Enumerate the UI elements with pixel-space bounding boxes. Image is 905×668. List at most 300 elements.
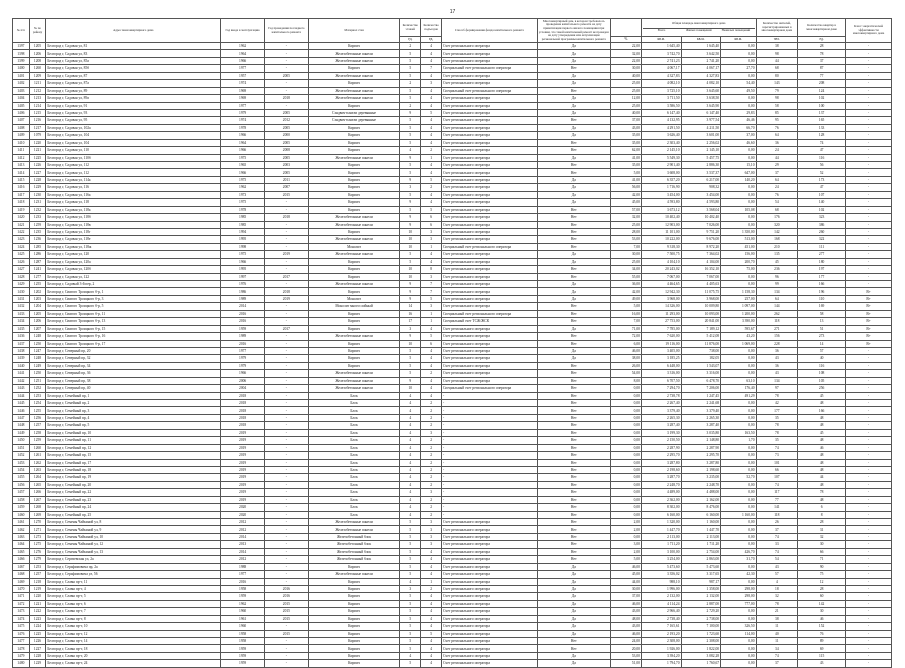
table-row xyxy=(13,318,892,325)
cell-floors: 5 xyxy=(400,548,421,555)
cell-floors: 4 xyxy=(400,392,421,399)
cell-house-no: 1259 xyxy=(29,221,46,228)
cell-fund-method: Счет регионального оператора xyxy=(442,147,538,154)
cell-entrances: 1 xyxy=(421,243,442,250)
cell-repair-need: Да xyxy=(537,600,610,607)
page-number: 17 xyxy=(449,9,456,15)
cell-fund-method: Счет регионального оператора xyxy=(442,109,538,116)
cell-area-nonliving: 0,00 xyxy=(721,481,756,488)
cell-area-living: 11 876,00 xyxy=(681,340,721,347)
col-no: № п/п xyxy=(13,19,30,43)
cell-year-built: 2020 xyxy=(221,504,265,511)
cell-no: 1464 xyxy=(13,541,30,548)
cell-year-built: 2019 xyxy=(221,466,265,473)
cell-address: Белгород г, Семены Чайкиной ул, 13 xyxy=(46,548,221,555)
cell-area-total: 1 711,20 xyxy=(641,541,681,548)
table-row xyxy=(13,139,892,146)
cell-repair-need: Нет xyxy=(537,481,610,488)
cell-area-total: 3 254,00 xyxy=(641,556,681,563)
cell-floors: 5 xyxy=(400,638,421,645)
cell-floors: 4 xyxy=(400,496,421,503)
cell-flats: 77 xyxy=(798,72,846,79)
cell-repair-need: Нет xyxy=(537,362,610,369)
cell-area-total: 2 738,40 xyxy=(641,615,681,622)
cell-flats: 196 xyxy=(798,288,846,295)
cell-wall-material: Блок xyxy=(308,400,400,407)
cell-address: Белгород г, Садовая ул, 118б xyxy=(46,214,221,221)
cell-no: 1403 xyxy=(13,87,30,94)
cell-area-total: 988,10 xyxy=(641,578,681,585)
cell-floors: 5 xyxy=(400,526,421,533)
cell-entrances: 2 xyxy=(421,370,442,377)
table-row xyxy=(13,578,892,585)
cell-year-built: 1966 xyxy=(221,132,265,139)
cell-address: Белгород г, Северный пр, 38 xyxy=(46,377,221,384)
cell-wear: 5,00 xyxy=(610,556,641,563)
cell-energy-class: - xyxy=(846,251,892,258)
cell-year-repair: 2018 xyxy=(265,288,309,295)
cell-year-built: 2016 xyxy=(221,310,265,317)
cell-no: 1480 xyxy=(13,660,30,667)
cell-repair-need: Нет xyxy=(537,526,610,533)
cell-house-no: 1206 xyxy=(29,318,46,325)
cell-repair-need: Нет xyxy=(537,214,610,221)
cell-no: 1449 xyxy=(13,429,30,436)
cell-entrances: 4 xyxy=(421,355,442,362)
cell-address: Белгород г, Садовая ул, 89 xyxy=(46,87,221,94)
cell-fund-method: - xyxy=(442,414,538,421)
cell-area-total: 10 402,40 xyxy=(641,214,681,221)
cell-no: 1474 xyxy=(13,615,30,622)
table-row xyxy=(13,496,892,503)
cell-no: 1456 xyxy=(13,481,30,488)
cell-area-total: 4 489,00 xyxy=(641,489,681,496)
cell-entrances: 2 xyxy=(421,422,442,429)
cell-repair-need: Да xyxy=(537,615,610,622)
cell-energy-class: - xyxy=(846,57,892,64)
cell-area-living: 3 601,00 xyxy=(681,132,721,139)
cell-wall-material: Кирпич xyxy=(308,206,400,213)
cell-repair-need: Нет xyxy=(537,310,610,317)
cell-address: Белгород г, Северный пр, 36 xyxy=(46,370,221,377)
cell-address: Белгород г, Святого Троицкого б-р, 3 xyxy=(46,295,221,302)
cell-fund-method: - xyxy=(442,407,538,414)
cell-entrances: 4 xyxy=(421,251,442,258)
cell-no: 1453 xyxy=(13,459,30,466)
cell-area-living: 3 035,80 xyxy=(681,429,721,436)
cell-flats: 52 xyxy=(798,169,846,176)
cell-year-built: 2013 xyxy=(221,541,265,548)
cell-year-built: 1964 xyxy=(221,50,265,57)
cell-wall-material: Кирпич xyxy=(308,608,400,615)
cell-house-no: 1225 xyxy=(29,630,46,637)
cell-repair-need: Нет xyxy=(537,638,610,645)
cell-wall-material: Железобетонные панели xyxy=(308,333,400,340)
cell-fund-method: Счет регионального оператора xyxy=(442,95,538,102)
cell-residents: 44 xyxy=(756,154,798,161)
cell-energy-class: - xyxy=(846,199,892,206)
cell-repair-need: Нет xyxy=(537,206,610,213)
cell-year-repair: 2007 xyxy=(265,184,309,191)
cell-year-built: 2012 xyxy=(221,556,265,563)
cell-address: Белгород г, Семены Чайкиной ул, 8 xyxy=(46,519,221,526)
unit-area-total: кв.м. xyxy=(641,37,681,43)
cell-area-total: 3 586,50 xyxy=(641,102,681,109)
table-row xyxy=(13,288,892,295)
cell-floors: 10 xyxy=(400,340,421,347)
cell-floors: 5 xyxy=(400,251,421,258)
cell-year-built: 1977 xyxy=(221,65,265,72)
cell-year-built: 2019 xyxy=(221,452,265,459)
cell-wall-material: Кирпич xyxy=(308,266,400,273)
cell-fund-method: Счет регионального оператора xyxy=(442,199,538,206)
cell-area-living: 4 405,63 xyxy=(681,281,721,288)
cell-wear: 24,00 xyxy=(610,638,641,645)
cell-energy-class: - xyxy=(846,459,892,466)
cell-area-nonliving: 0,00 xyxy=(721,444,756,451)
cell-energy-class: - xyxy=(846,429,892,436)
cell-house-no: 1227 xyxy=(29,169,46,176)
cell-residents: 74 xyxy=(756,533,798,540)
cell-house-no: 1215 xyxy=(29,109,46,116)
cell-energy-class: - xyxy=(846,370,892,377)
cell-address: Белгород г, Семейный пр, 1 xyxy=(46,392,221,399)
cell-area-nonliving: 29,83 xyxy=(721,109,756,116)
cell-repair-need: Да xyxy=(537,288,610,295)
cell-area-nonliving: 0,00 xyxy=(721,526,756,533)
cell-floors: 4 xyxy=(400,437,421,444)
table-row xyxy=(13,481,892,488)
cell-no: 1460 xyxy=(13,511,30,518)
cell-fund-method: Счет регионального оператора xyxy=(442,295,538,302)
cell-flats: 28 xyxy=(798,43,846,50)
cell-repair-need: Нет xyxy=(537,533,610,540)
cell-area-nonliving: 451,00 xyxy=(721,243,756,250)
cell-no: 1451 xyxy=(13,444,30,451)
cell-address: Белгород г, Садовая ул, 87а xyxy=(46,80,221,87)
table-row xyxy=(13,466,892,473)
cell-repair-need: Да xyxy=(537,660,610,667)
cell-residents: 58 xyxy=(756,102,798,109)
cell-repair-need: Нет xyxy=(537,236,610,243)
cell-wear: 40,00 xyxy=(610,109,641,116)
cell-area-living: 2 162,00 xyxy=(681,496,721,503)
cell-floors: 9 xyxy=(400,333,421,340)
cell-entrances: 5 xyxy=(421,630,442,637)
cell-flats: 89 xyxy=(798,638,846,645)
cell-fund-method: Счет регионального оператора xyxy=(442,228,538,235)
cell-residents: 80 xyxy=(756,72,798,79)
cell-year-built: 1995 xyxy=(221,266,265,273)
cell-no: 1425 xyxy=(13,251,30,258)
cell-area-total: 3 185,25 xyxy=(641,355,681,362)
cell-year-built: 2014 xyxy=(221,548,265,555)
cell-flats: 74 xyxy=(798,139,846,146)
cell-energy-class: В+ xyxy=(846,333,892,340)
cell-fund-method: Счет регионального оператора xyxy=(442,563,538,570)
cell-address: Белгород г, Садовая ул, 120а xyxy=(46,258,221,265)
cell-address: Белгород г, Садовая ул, 85а xyxy=(46,57,221,64)
cell-repair-need: Нет xyxy=(537,303,610,310)
cell-residents: 34 xyxy=(756,645,798,652)
cell-entrances: 2 xyxy=(421,400,442,407)
table-row xyxy=(13,191,892,198)
cell-fund-method: Счет регионального оператора xyxy=(442,585,538,592)
table-row xyxy=(13,444,892,451)
cell-wear: 20,00 xyxy=(610,645,641,652)
cell-year-repair: - xyxy=(265,303,309,310)
cell-year-built: 1975 xyxy=(221,154,265,161)
cell-flats: 90 xyxy=(798,563,846,570)
cell-area-living: 1 160,00 xyxy=(681,519,721,526)
cell-fund-method: Счет регионального оператора xyxy=(442,519,538,526)
cell-wall-material: Блок xyxy=(308,496,400,503)
cell-entrances: 2 xyxy=(421,444,442,451)
cell-area-nonliving: 1 069,00 xyxy=(721,340,756,347)
cell-fund-method: - xyxy=(442,452,538,459)
cell-year-repair: - xyxy=(265,563,309,570)
cell-fund-method: Счет регионального оператора xyxy=(442,50,538,57)
cell-house-no: 1208 xyxy=(29,57,46,64)
cell-flats: 44 xyxy=(798,474,846,481)
cell-energy-class: - xyxy=(846,474,892,481)
cell-energy-class: - xyxy=(846,72,892,79)
cell-floors: 4 xyxy=(400,147,421,154)
cell-year-repair: 2015 xyxy=(265,630,309,637)
cell-year-built: 1997 xyxy=(221,273,265,280)
cell-wall-material: Кирпич xyxy=(308,340,400,347)
cell-area-living: 2 145,10 xyxy=(681,147,721,154)
cell-no: 1404 xyxy=(13,95,30,102)
cell-area-living: 16 352,10 xyxy=(681,266,721,273)
table-row xyxy=(13,43,892,50)
cell-wear: 35,00 xyxy=(610,132,641,139)
cell-floors: 5 xyxy=(400,370,421,377)
cell-year-built: 1977 xyxy=(221,347,265,354)
cell-area-total: 2 308,00 xyxy=(641,638,681,645)
cell-flats: 260 xyxy=(798,228,846,235)
cell-year-built: 1957 xyxy=(221,72,265,79)
cell-residents: 33 xyxy=(756,541,798,548)
cell-energy-class: - xyxy=(846,466,892,473)
cell-year-repair: - xyxy=(265,65,309,72)
cell-area-nonliving: 0,00 xyxy=(721,43,756,50)
cell-fund-method: Счет регионального оператора xyxy=(442,645,538,652)
table-row xyxy=(13,377,892,384)
cell-entrances: 4 xyxy=(421,57,442,64)
table-row xyxy=(13,147,892,154)
cell-energy-class: В+ xyxy=(846,288,892,295)
cell-wear: 40,00 xyxy=(610,72,641,79)
cell-flats: 116 xyxy=(798,362,846,369)
cell-no: 1409 xyxy=(13,132,30,139)
cell-floors: 4 xyxy=(400,452,421,459)
cell-area-nonliving: 0,00 xyxy=(721,50,756,57)
cell-flats: 47 xyxy=(798,147,846,154)
cell-entrances: 2 xyxy=(421,437,442,444)
table-row xyxy=(13,303,892,310)
cell-entrances: 4 xyxy=(421,593,442,600)
cell-year-built: 1985 xyxy=(221,214,265,221)
cell-area-total: 1 926,00 xyxy=(641,645,681,652)
cell-wear: 0,00 xyxy=(610,466,641,473)
cell-fund-method: Счет регионального оператора xyxy=(442,303,538,310)
cell-address: Белгород г, Семейный пр, 20 xyxy=(46,481,221,488)
cell-entrances: 4 xyxy=(421,95,442,102)
cell-energy-class: - xyxy=(846,87,892,94)
cell-residents: 37 xyxy=(756,526,798,533)
cell-residents: 37 xyxy=(756,660,798,667)
cell-address: Белгород г, Садовая ул, 81 xyxy=(46,43,221,50)
cell-area-nonliving: 0,00 xyxy=(721,400,756,407)
cell-wear: 26,00 xyxy=(610,362,641,369)
cell-area-nonliving: 0,00 xyxy=(721,191,756,198)
table-row xyxy=(13,615,892,622)
table-row xyxy=(13,563,892,570)
cell-wall-material: Железобетонные панели xyxy=(308,281,400,288)
cell-house-no: 1207 xyxy=(29,325,46,332)
cell-address: Белгород г, Семейный пр, 5 xyxy=(46,422,221,429)
cell-house-no: 1260 xyxy=(29,65,46,72)
cell-floors: 9 xyxy=(400,295,421,302)
cell-residents: 76 xyxy=(756,124,798,131)
cell-area-nonliving: 0,00 xyxy=(721,199,756,206)
cell-house-no: 1285 xyxy=(29,243,46,250)
cell-floors: 14 xyxy=(400,303,421,310)
cell-flats: 48 xyxy=(798,452,846,459)
cell-wear: 71,00 xyxy=(610,325,641,332)
cell-area-nonliving: 595,67 xyxy=(721,325,756,332)
col-year-built: Год ввода в эксплуатацию xyxy=(221,19,265,43)
cell-no: 1419 xyxy=(13,206,30,213)
cell-year-repair: - xyxy=(265,355,309,362)
cell-residents: 4 xyxy=(756,578,798,585)
cell-area-nonliving: 0,00 xyxy=(721,273,756,280)
table-row xyxy=(13,355,892,362)
cell-area-total: 12 903,00 xyxy=(641,221,681,228)
cell-wear: 12,00 xyxy=(610,95,641,102)
cell-area-nonliving: 200,70 xyxy=(721,258,756,265)
cell-residents: 78 xyxy=(756,392,798,399)
cell-address: Белгород г, Славы пр-т, 4 xyxy=(46,585,221,592)
cell-flats: 37 xyxy=(798,57,846,64)
col-residents: Количество жителей, зарегистрированных в многоквартирном доме xyxy=(756,19,798,37)
cell-entrances: 4 xyxy=(421,43,442,50)
cell-area-total: 4 327,83 xyxy=(641,72,681,79)
cell-entrances: 4 xyxy=(421,392,442,399)
cell-area-nonliving: 114,00 xyxy=(721,630,756,637)
cell-wear: 44,00 xyxy=(610,578,641,585)
cell-area-nonliving: 0,00 xyxy=(721,652,756,659)
cell-house-no: 1270 xyxy=(29,519,46,526)
cell-floors: 4 xyxy=(400,459,421,466)
cell-no: 1398 xyxy=(13,50,30,57)
cell-entrances: 4 xyxy=(421,615,442,622)
cell-year-repair: - xyxy=(265,623,309,630)
cell-fund-method: Специальный счет регионального оператора xyxy=(442,65,538,72)
cell-wear: 2,00 xyxy=(610,548,641,555)
cell-wall-material: Кирпич xyxy=(308,578,400,585)
cell-flats: 133 xyxy=(798,124,846,131)
cell-year-repair: 2017 xyxy=(265,325,309,332)
cell-year-repair: 2015 xyxy=(265,191,309,198)
cell-area-total: 1 716,90 xyxy=(641,184,681,191)
cell-house-no: 1204 xyxy=(29,303,46,310)
cell-residents: 144 xyxy=(756,303,798,310)
cell-area-total: 2 198,60 xyxy=(641,466,681,473)
cell-wall-material: Кирпич xyxy=(308,80,400,87)
cell-wear: 7,00 xyxy=(610,318,641,325)
cell-energy-class: - xyxy=(846,452,892,459)
cell-repair-need: Да xyxy=(537,154,610,161)
cell-residents: 101 xyxy=(756,459,798,466)
cell-floors: 5 xyxy=(400,50,421,57)
cell-year-built: 1986 xyxy=(221,288,265,295)
cell-flats: 14 xyxy=(798,340,846,347)
cell-wear: 0,00 xyxy=(610,474,641,481)
cell-no: 1467 xyxy=(13,563,30,570)
cell-fund-method: Счет регионального оператора xyxy=(442,325,538,332)
cell-year-built: 1959 xyxy=(221,645,265,652)
cell-year-repair: - xyxy=(265,437,309,444)
cell-wear: 25,00 xyxy=(610,102,641,109)
cell-wall-material: Монолит xyxy=(308,243,400,250)
cell-fund-method: Счет регионального оператора xyxy=(442,281,538,288)
cell-residents: 64 xyxy=(756,176,798,183)
cell-year-built: 1977 xyxy=(221,571,265,578)
cell-area-total: 3 711,50 xyxy=(641,95,681,102)
cell-year-built: 1976 xyxy=(221,281,265,288)
cell-address: Белгород г, Садовая ул, 116а xyxy=(46,191,221,198)
cell-year-repair: - xyxy=(265,481,309,488)
cell-residents: 177 xyxy=(756,407,798,414)
cell-no: 1407 xyxy=(13,117,30,124)
cell-area-nonliving: 0,00 xyxy=(721,533,756,540)
cell-residents: 26 xyxy=(756,519,798,526)
cell-wear: 0,00 xyxy=(610,385,641,392)
cell-energy-class: - xyxy=(846,400,892,407)
cell-residents: 74 xyxy=(756,652,798,659)
cell-year-built: 1989 xyxy=(221,295,265,302)
cell-year-built: 1974 xyxy=(221,117,265,124)
cell-repair-need: Да xyxy=(537,295,610,302)
cell-wear: 37,00 xyxy=(610,117,641,124)
cell-area-total: 3 626,40 xyxy=(641,132,681,139)
cell-energy-class: - xyxy=(846,630,892,637)
cell-entrances: 5 xyxy=(421,109,442,116)
cell-area-nonliving: 491,29 xyxy=(721,392,756,399)
cell-wear: 38,00 xyxy=(610,355,641,362)
cell-repair-need: Да xyxy=(537,132,610,139)
cell-wear: 6,00 xyxy=(610,340,641,347)
cell-house-no: 1233 xyxy=(29,214,46,221)
cell-house-no: 1232 xyxy=(29,206,46,213)
cell-year-repair: - xyxy=(265,318,309,325)
cell-wear: 43,00 xyxy=(610,623,641,630)
cell-entrances: 2 xyxy=(421,184,442,191)
cell-wear: 56,00 xyxy=(610,184,641,191)
cell-area-total: 2 150,50 xyxy=(641,437,681,444)
cell-repair-need: Да xyxy=(537,623,610,630)
cell-area-living: 1 723,60 xyxy=(681,630,721,637)
cell-residents: 57 xyxy=(756,571,798,578)
cell-floors: 9 xyxy=(400,281,421,288)
cell-floors: 5 xyxy=(400,206,421,213)
area-group-label: Общая площадь многоквартирного дома xyxy=(672,21,726,26)
cell-area-total: 6 160,00 xyxy=(641,511,681,518)
cell-wall-material: Кирпич xyxy=(308,615,400,622)
cell-residents: 76 xyxy=(756,191,798,198)
